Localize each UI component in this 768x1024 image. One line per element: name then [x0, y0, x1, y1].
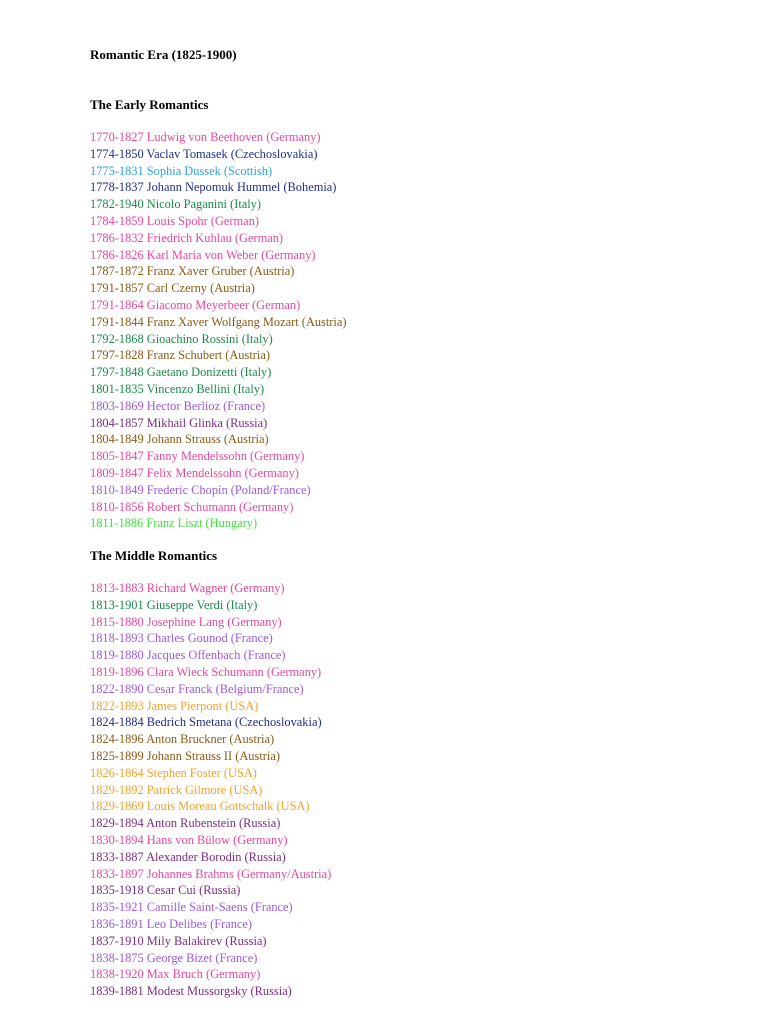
composer-entry: 1774-1850 Vaclav Tomasek (Czechoslovakia) [90, 146, 318, 161]
composer-entry: 1833-1897 Johannes Brahms (Germany/Austria) [90, 866, 332, 881]
composer-entry: 1824-1896 Anton Bruckner (Austria) [90, 732, 275, 747]
composer-entry: 1810-1849 Frederic Chopin (Poland/France) [90, 482, 311, 497]
composer-entry: 1792-1868 Gioachino Rossini (Italy) [90, 331, 273, 346]
composer-entry: 1818-1893 Charles Gounod (France) [90, 631, 273, 646]
composer-entry: 1805-1847 Fanny Mendelssohn (Germany) [90, 449, 305, 464]
composer-entry: 1791-1857 Carl Czerny (Austria) [90, 281, 255, 296]
composer-entry: 1815-1880 Josephine Lang (Germany) [90, 614, 282, 629]
composer-entry: 1835-1918 Cesar Cui (Russia) [90, 883, 241, 898]
composer-entry: 1791-1844 Franz Xaver Wolfgang Mozart (Austria) [90, 314, 347, 329]
composer-entry: 1797-1828 Franz Schubert (Austria) [90, 348, 270, 363]
composer-entry: 1829-1869 Louis Moreau Gottschalk (USA) [90, 799, 310, 814]
composer-entry: 1819-1896 Clara Wieck Schumann (Germany) [90, 664, 322, 679]
composer-entry: 1835-1921 Camille Saint-Saens (France) [90, 900, 293, 915]
composer-entry: 1791-1864 Giacomo Meyerbeer (German) [90, 297, 301, 312]
composer-entry: 1797-1848 Gaetano Donizetti (Italy) [90, 365, 272, 380]
composer-list-early-romantics [90, 129, 347, 532]
composer-entry: 1775-1831 Sophia Dussek (Scottish) [90, 163, 273, 178]
composer-entry: 1784-1859 Louis Spohr (German) [90, 213, 259, 228]
composer-entry: 1804-1849 Johann Strauss (Austria) [90, 432, 269, 447]
composer-list-middle-romantics [90, 580, 331, 1000]
composer-entry: 1829-1894 Anton Rubenstein (Russia) [90, 816, 281, 831]
composer-entry: 1801-1835 Vincenzo Bellini (Italy) [90, 381, 265, 396]
composer-entry: 1810-1856 Robert Schumann (Germany) [90, 499, 294, 514]
composer-entry: 1829-1892 Patrick Gilmore (USA) [90, 782, 263, 797]
composer-entry: 1782-1940 Nicolo Paganini (Italy) [90, 197, 262, 212]
composer-entry: 1809-1847 Felix Mendelssohn (Germany) [90, 465, 299, 480]
composer-entry: 1824-1884 Bedrich Smetana (Czechoslovakia) [90, 715, 322, 730]
composer-entry: 1836-1891 Leo Delibes (France) [90, 916, 253, 931]
composer-entry: 1822-1893 James Pierpont (USA) [90, 698, 259, 713]
composer-entry: 1825-1899 Johann Strauss II (Austria) [90, 748, 280, 763]
composer-entry: 1819-1880 Jacques Offenbach (France) [90, 648, 286, 663]
composer-entry: 1833-1887 Alexander Borodin (Russia) [90, 849, 286, 864]
composer-entry: 1803-1869 Hector Berlioz (France) [90, 398, 266, 413]
composer-entry: 1837-1910 Mily Balakirev (Russia) [90, 933, 267, 948]
composer-entry: 1778-1837 Johann Nepomuk Hummel (Bohemia) [90, 180, 337, 195]
composer-entry: 1826-1864 Stephen Foster (USA) [90, 765, 257, 780]
page-title: Romantic Era (1825-1900) [90, 47, 237, 62]
composer-entry: 1787-1872 Franz Xaver Gruber (Austria) [90, 264, 295, 279]
composer-entry: 1813-1901 Giuseppe Verdi (Italy) [90, 597, 258, 612]
composer-entry: 1811-1886 Franz Liszt (Hungary) [90, 516, 258, 531]
composer-entry: 1838-1920 Max Bruch (Germany) [90, 967, 261, 982]
composer-entry: 1839-1881 Modest Mussorgsky (Russia) [90, 984, 292, 999]
section-heading-early-romantics: The Early Romantics [90, 97, 209, 112]
composer-entry: 1822-1890 Cesar Franck (Belgium/France) [90, 681, 304, 696]
composer-entry: 1804-1857 Mikhail Glinka (Russia) [90, 415, 268, 430]
composer-entry: 1830-1894 Hans von Bülow (Germany) [90, 832, 288, 847]
composer-entry: 1770-1827 Ludwig von Beethoven (Germany) [90, 130, 321, 144]
composer-entry: 1786-1832 Friedrich Kuhlau (German) [90, 230, 284, 245]
composer-entry: 1838-1875 George Bizet (France) [90, 950, 258, 965]
composer-entry: 1813-1883 Richard Wagner (Germany) [90, 581, 285, 595]
section-heading-middle-romantics: The Middle Romantics [90, 548, 218, 563]
composer-entry: 1786-1826 Karl Maria von Weber (Germany) [90, 247, 316, 262]
